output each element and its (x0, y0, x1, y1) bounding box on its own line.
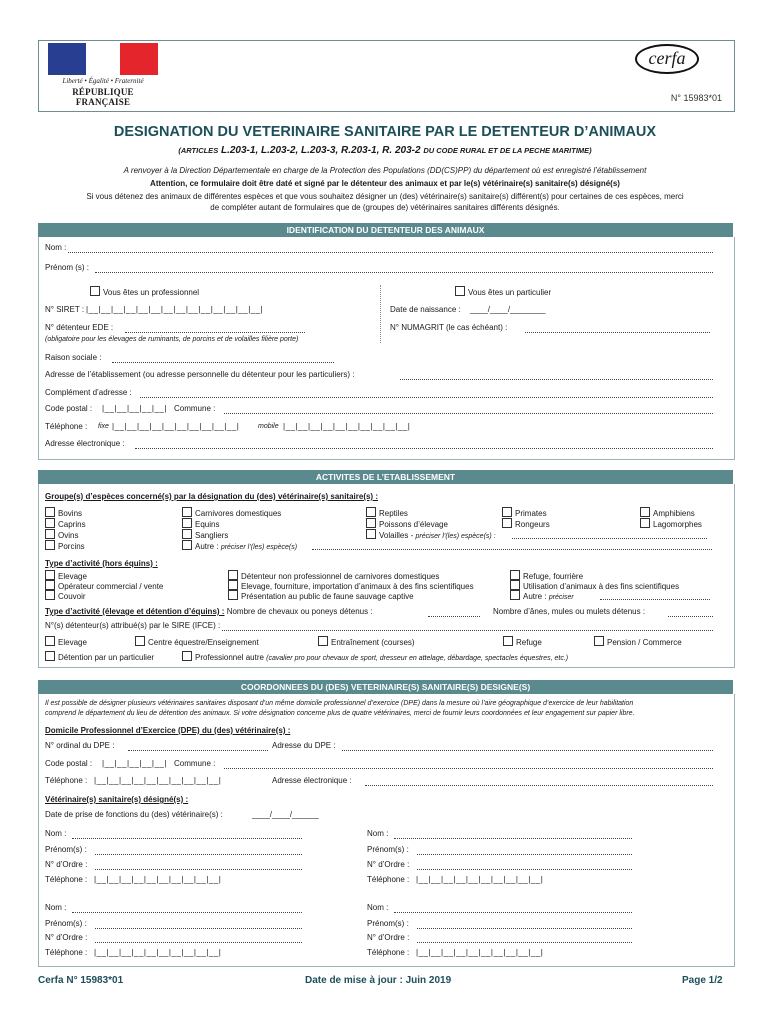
vet2-tel-field[interactable]: |__|__|__|__|__|__|__|__|__|__| (416, 875, 544, 884)
amphibiens-label: Amphibiens (653, 509, 695, 518)
elevage-checkbox[interactable] (45, 570, 55, 580)
tel-label: Téléphone : (45, 422, 88, 431)
eq-centre-option[interactable] (135, 636, 259, 647)
type-autre-checkbox[interactable] (510, 590, 520, 600)
vet1-tel-label: Téléphone : (45, 875, 88, 884)
adresse-field[interactable] (400, 370, 713, 380)
flag-icon (48, 43, 158, 75)
refuge-fourriere-label: Refuge, fourrière (523, 572, 584, 581)
refuge-fourriere-checkbox[interactable] (510, 570, 520, 580)
volailles-label: Volailles - (379, 531, 414, 540)
vet1-tel-field[interactable]: |__|__|__|__|__|__|__|__|__|__| (94, 875, 222, 884)
equins-checkbox[interactable] (182, 518, 192, 528)
rongeurs-option[interactable] (502, 518, 550, 529)
nom-field[interactable] (68, 243, 713, 253)
volailles-field[interactable] (512, 529, 707, 539)
tel-mobile-field[interactable]: |__|__|__|__|__|__|__|__|__|__| (283, 422, 411, 431)
complement-label: Complément d’adresse : (45, 388, 132, 397)
date-prise-label: Date de prise de fonctions du (des) vétérinaire(s) : (45, 810, 223, 819)
fins-scientifiques-checkbox[interactable] (228, 580, 238, 590)
eq-pro-autre-checkbox[interactable] (182, 651, 192, 661)
amphibiens-option[interactable] (640, 507, 695, 518)
dpe-email-field[interactable] (365, 776, 713, 786)
reptiles-option[interactable] (366, 507, 408, 518)
siret-label: N° SIRET : (45, 305, 85, 314)
vet4-prenom-label: Prénom(s) : (367, 919, 409, 928)
faune-sauvage-option[interactable] (228, 590, 414, 601)
poissons-checkbox[interactable] (366, 518, 376, 528)
commune-label: Commune : (174, 404, 216, 413)
vet3-prenom-field[interactable] (95, 919, 302, 929)
vet4-ordre-field[interactable] (417, 933, 632, 943)
equins-line (45, 607, 373, 616)
ovins-option[interactable] (45, 529, 78, 540)
complement-field[interactable] (140, 388, 713, 398)
poissons-option[interactable] (366, 518, 448, 529)
faune-sauvage-checkbox[interactable] (228, 590, 238, 600)
divider (380, 285, 382, 343)
vet3-prenom-label: Prénom(s) : (45, 919, 87, 928)
fixe-label: fixe (98, 423, 109, 430)
sangliers-label: Sangliers (195, 531, 229, 540)
particulier-label: Vous êtes un particulier (468, 288, 552, 297)
cp-field[interactable]: |__|__|__|__|__| (102, 404, 167, 413)
vet2-tel-label: Téléphone : (367, 875, 410, 884)
couvoir-option[interactable] (45, 590, 86, 601)
eq-pension-option[interactable] (594, 636, 682, 647)
warning-note: Attention, ce formulaire doit être daté et signé par le détenteur des animaux et par le(s) vétérinaire(s) sanitaire(s) désigné(s) (150, 179, 620, 188)
eq-entrainement-checkbox[interactable] (318, 636, 328, 646)
eq-centre-label: Centre équestre/Enseignement (148, 638, 259, 647)
autre-espece-checkbox[interactable] (182, 540, 192, 550)
prenom-label: Prénom (s) : (45, 263, 90, 272)
dpe-title: Domicile Professionnel d’Exercice (DPE) du (des) vétérinaire(s) : (45, 726, 291, 735)
lagomorphes-option[interactable] (640, 518, 702, 529)
eq-entrainement-option[interactable] (318, 636, 415, 647)
vet1-prenom-field[interactable] (95, 845, 302, 855)
primates-label: Primates (515, 509, 547, 518)
naissance-field[interactable]: ____/____/________ (470, 305, 546, 314)
adresse-label: Adresse de l’établissement (ou adresse personnelle du détenteur pour les particuliers) : (45, 370, 355, 379)
eq-particulier-option[interactable] (45, 651, 154, 662)
vet4-nom-field[interactable] (394, 903, 632, 913)
eq-refuge-checkbox[interactable] (503, 636, 513, 646)
eq-refuge-label: Refuge (516, 638, 542, 647)
type-title: Type d’activité (hors équins) : (45, 559, 158, 568)
raison-field[interactable] (112, 353, 334, 363)
eq-entrainement-label: Entraînement (courses) (331, 638, 415, 647)
species-note-1: Si vous détenez des animaux de différentes espèces et que vous souhaitez désigner un (des) vétérinaire(s) sanitaire(s) différent(s) pour certaines de ces espèces, merci (86, 192, 684, 201)
utilisation-scientifique-checkbox[interactable] (510, 580, 520, 590)
particulier-option[interactable] (455, 286, 551, 297)
volailles-checkbox[interactable] (366, 529, 376, 539)
type-autre-field[interactable] (600, 590, 710, 600)
vet4-ordre-label: N° d’Ordre : (367, 933, 410, 942)
section-veterinaires-bar: COORDONNEES DU (DES) VETERINAIRE(S) SANITAIRE(S) DESIGNE(S) (38, 680, 733, 694)
vet3-tel-label: Téléphone : (45, 948, 88, 957)
caprins-option[interactable] (45, 518, 86, 529)
sire-label: N°(s) détenteur(s) attribué(s) par le SIRE (IFCE) : (45, 621, 221, 630)
porcins-option[interactable] (45, 540, 85, 551)
reptiles-label: Reptiles (379, 509, 408, 518)
faune-sauvage-label: Présentation au public de faune sauvage captive (241, 592, 414, 601)
sangliers-option[interactable] (182, 529, 228, 540)
eq-centre-checkbox[interactable] (135, 636, 145, 646)
bovins-label: Bovins (58, 509, 83, 518)
species-note-2: de compléter autant de formulaires que de (groupes de) vétérinaires sanitaires différents désignés. (210, 203, 560, 212)
prenom-field[interactable] (95, 263, 713, 273)
dpe-cp-label: Code postal : (45, 759, 93, 768)
ede-field[interactable] (125, 323, 305, 333)
anes-label: Nombre d’ânes, mules ou mulets détenus : (493, 607, 646, 616)
republic-label: RÉPUBLIQUE FRANÇAISE (72, 87, 134, 107)
eq-elevage-option[interactable] (45, 636, 87, 647)
dpe-tel-field[interactable]: |__|__|__|__|__|__|__|__|__|__| (94, 776, 222, 785)
bovins-checkbox[interactable] (45, 507, 55, 517)
rongeurs-checkbox[interactable] (502, 518, 512, 528)
type-autre-label: Autre : (523, 592, 547, 601)
vet2-ordre-field[interactable] (417, 860, 632, 870)
type-autre-option[interactable] (510, 590, 574, 601)
vet4-tel-label: Téléphone : (367, 948, 410, 957)
operateur-label: Opérateur commercial / vente (58, 582, 164, 591)
pro-checkbox[interactable] (90, 286, 100, 296)
footer-page: Page 1/2 (682, 975, 723, 986)
vet4-tel-field[interactable]: |__|__|__|__|__|__|__|__|__|__| (416, 948, 544, 957)
siret-field[interactable]: |__|__|__|__|__|__|__|__|__|__|__|__|__|__| (86, 305, 264, 314)
footer-date: Date de mise à jour : Juin 2019 (305, 975, 452, 986)
send-to-note: A renvoyer à la Direction Départementale en charge de la Protection des Populations (DD(CS)PP) du département où est enregistré l’établissement (123, 166, 647, 175)
caprins-label: Caprins (58, 520, 86, 529)
tel-fixe-field[interactable]: |__|__|__|__|__|__|__|__|__|__| (112, 422, 240, 431)
naissance-label: Date de naissance : (390, 305, 461, 314)
groupes-title: Groupe(s) d’espèces concerné(s) par la désignation du (des) vétérinaire(s) sanitaire(s) : (45, 492, 378, 501)
vet3-ordre-label: N° d’Ordre : (45, 933, 88, 942)
equins-option[interactable] (182, 518, 219, 529)
motto: Liberté • Égalité • Fraternité (62, 77, 144, 85)
eq-particulier-checkbox[interactable] (45, 651, 55, 661)
eq-pro-autre-option[interactable] (182, 651, 568, 662)
eq-particulier-label: Détention par un particulier (58, 653, 155, 662)
utilisation-scientifique-label: Utilisation d’animaux à des fins scientifiques (523, 582, 680, 591)
vet2-prenom-label: Prénom(s) : (367, 845, 409, 854)
lagomorphes-checkbox[interactable] (640, 518, 650, 528)
cerfa-number: N° 15983*01 (670, 93, 722, 103)
porcins-checkbox[interactable] (45, 540, 55, 550)
chevaux-label: Nombre de chevaux ou poneys détenus : (226, 607, 373, 616)
section-identification-bar: IDENTIFICATION DU DETENTEUR DES ANIMAUX (38, 223, 733, 237)
cerfa-logo: cerfa (635, 44, 699, 74)
pro-label: Vous êtes un professionnel (103, 288, 200, 297)
vet1-nom-field[interactable] (72, 829, 302, 839)
ede-note: (obligatoire pour les élevages de ruminants, de porcins et de volailles filière porte) (45, 336, 299, 343)
volailles-hint: préciser l’(les) espèce(s) : (415, 533, 496, 540)
reptiles-checkbox[interactable] (366, 507, 376, 517)
vet2-prenom-field[interactable] (417, 845, 632, 855)
ovins-checkbox[interactable] (45, 529, 55, 539)
non-pro-carnivores-checkbox[interactable] (228, 570, 238, 580)
sangliers-checkbox[interactable] (182, 529, 192, 539)
ovins-label: Ovins (58, 531, 79, 540)
elevage-label: Elevage (58, 572, 87, 581)
vet4-nom-label: Nom : (367, 903, 389, 912)
eq-pro-autre-note: (cavalier pro pour chevaux de sport, dresseur en attelage, débardage, spectacles équestres, etc.) (266, 655, 569, 662)
dpe-adresse-field[interactable] (342, 741, 713, 751)
articles-prefix: (ARTICLES (178, 146, 219, 155)
vet3-ordre-field[interactable] (95, 933, 302, 943)
vet2-nom-label: Nom : (367, 829, 389, 838)
equins-title: Type d’activité (élevage et détention d’équins) : (45, 607, 225, 616)
vet1-ordre-field[interactable] (95, 860, 302, 870)
dpe-tel-label: Téléphone : (45, 776, 88, 785)
numagrit-label: N° NUMAGRIT (le cas échéant) : (390, 323, 508, 332)
non-pro-carnivores-label: Détenteur non professionnel de carnivores domestiques (241, 572, 440, 581)
carnivores-checkbox[interactable] (182, 507, 192, 517)
articles-line (0, 145, 770, 156)
vet4-prenom-field[interactable] (417, 919, 632, 929)
vet2-ordre-label: N° d’Ordre : (367, 860, 410, 869)
dpe-commune-label: Commune : (174, 759, 216, 768)
couvoir-checkbox[interactable] (45, 590, 55, 600)
dpe-commune-field[interactable] (224, 759, 713, 769)
page-title: DESIGNATION DU VETERINAIRE SANITAIRE PAR LE DETENTEUR D’ANIMAUX (113, 124, 657, 140)
email-field[interactable] (135, 439, 713, 449)
commune-field[interactable] (224, 404, 713, 414)
primates-checkbox[interactable] (502, 507, 512, 517)
amphibiens-checkbox[interactable] (640, 507, 650, 517)
raison-label: Raison sociale : (45, 353, 102, 362)
date-prise-field[interactable]: ____/____/______ (252, 810, 319, 819)
poissons-label: Poissons d’élevage (379, 520, 448, 529)
nom-label: Nom : (45, 243, 67, 252)
marianne-logo (48, 43, 158, 107)
autre-espece-field[interactable] (312, 540, 712, 550)
vet-intro-2: comprend le département du lieu de détention des animaux. Si votre désignation concerne plus de quatre vétérinaires, merci de fournir leurs coordonnées et leur engagement sur papier libre. (45, 710, 635, 717)
dpe-num-field[interactable] (128, 741, 268, 751)
sire-field[interactable] (222, 621, 713, 631)
dpe-adresse-label: Adresse du DPE : (272, 741, 336, 750)
operateur-checkbox[interactable] (45, 580, 55, 590)
volailles-option[interactable] (366, 529, 496, 540)
carnivores-option[interactable] (182, 507, 281, 518)
carnivores-label: Carnivores domestiques (195, 509, 282, 518)
particulier-checkbox[interactable] (455, 286, 465, 296)
vet2-nom-field[interactable] (394, 829, 632, 839)
primates-option[interactable] (502, 507, 547, 518)
footer-cerfa: Cerfa N° 15983*01 (38, 975, 124, 986)
eq-refuge-option[interactable] (503, 636, 542, 647)
anes-field[interactable] (668, 607, 713, 617)
caprins-checkbox[interactable] (45, 518, 55, 528)
pro-option[interactable] (90, 286, 199, 297)
porcins-label: Porcins (58, 542, 85, 551)
cp-label: Code postal : (45, 404, 93, 413)
email-label: Adresse électronique : (45, 439, 125, 448)
eq-elevage-checkbox[interactable] (45, 636, 55, 646)
vet1-prenom-label: Prénom(s) : (45, 845, 87, 854)
vet-title: Vétérinaire(s) sanitaire(s) désigné(s) : (45, 795, 189, 804)
eq-pension-checkbox[interactable] (594, 636, 604, 646)
equins-label: Equins (195, 520, 220, 529)
vet3-tel-field[interactable]: |__|__|__|__|__|__|__|__|__|__| (94, 948, 222, 957)
chevaux-field[interactable] (428, 607, 480, 617)
autre-espece-option[interactable] (182, 540, 297, 551)
dpe-num-label: N° ordinal du DPE : (45, 741, 115, 750)
vet1-nom-label: Nom : (45, 829, 67, 838)
autre-espece-label: Autre : (195, 542, 219, 551)
vet1-ordre-label: N° d’Ordre : (45, 860, 88, 869)
numagrit-field[interactable] (525, 323, 710, 333)
eq-pro-autre-label: Professionnel autre (195, 653, 264, 662)
vet3-nom-field[interactable] (72, 903, 302, 913)
couvoir-label: Couvoir (58, 592, 86, 601)
ede-label: N° détenteur EDE : (45, 323, 114, 332)
vet3-nom-label: Nom : (45, 903, 67, 912)
dpe-email-label: Adresse électronique : (272, 776, 352, 785)
articles-suffix: DU CODE RURAL ET DE LA PECHE MARITIME) (423, 146, 592, 155)
eq-pension-label: Pension / Commerce (607, 638, 682, 647)
section-activites-bar: ACTIVITES DE L’ETABLISSEMENT (38, 470, 733, 484)
eq-elevage-label: Elevage (58, 638, 87, 647)
rongeurs-label: Rongeurs (515, 520, 550, 529)
fins-scientifiques-label: Elevage, fourniture, importation d’animaux à des fins scientifiques (241, 582, 474, 591)
type-autre-hint: préciser (548, 594, 574, 601)
dpe-cp-field[interactable]: |__|__|__|__|__| (102, 759, 167, 768)
vet-intro-1: Il est possible de désigner plusieurs vétérinaires sanitaires disposant d’un même domicile professionnel d’exercice (DPE) dans la mesure où l’aire géographique d’exercice de leur habilitation (45, 700, 634, 707)
articles-body: L.203-1, L.203-2, L.203-3, R.203-1, R. 203-2 (220, 145, 421, 156)
autre-espece-hint: préciser l’(les) espèce(s) (220, 544, 298, 551)
bovins-option[interactable] (45, 507, 82, 518)
lagomorphes-label: Lagomorphes (653, 520, 702, 529)
mobile-label: mobile (258, 423, 279, 430)
